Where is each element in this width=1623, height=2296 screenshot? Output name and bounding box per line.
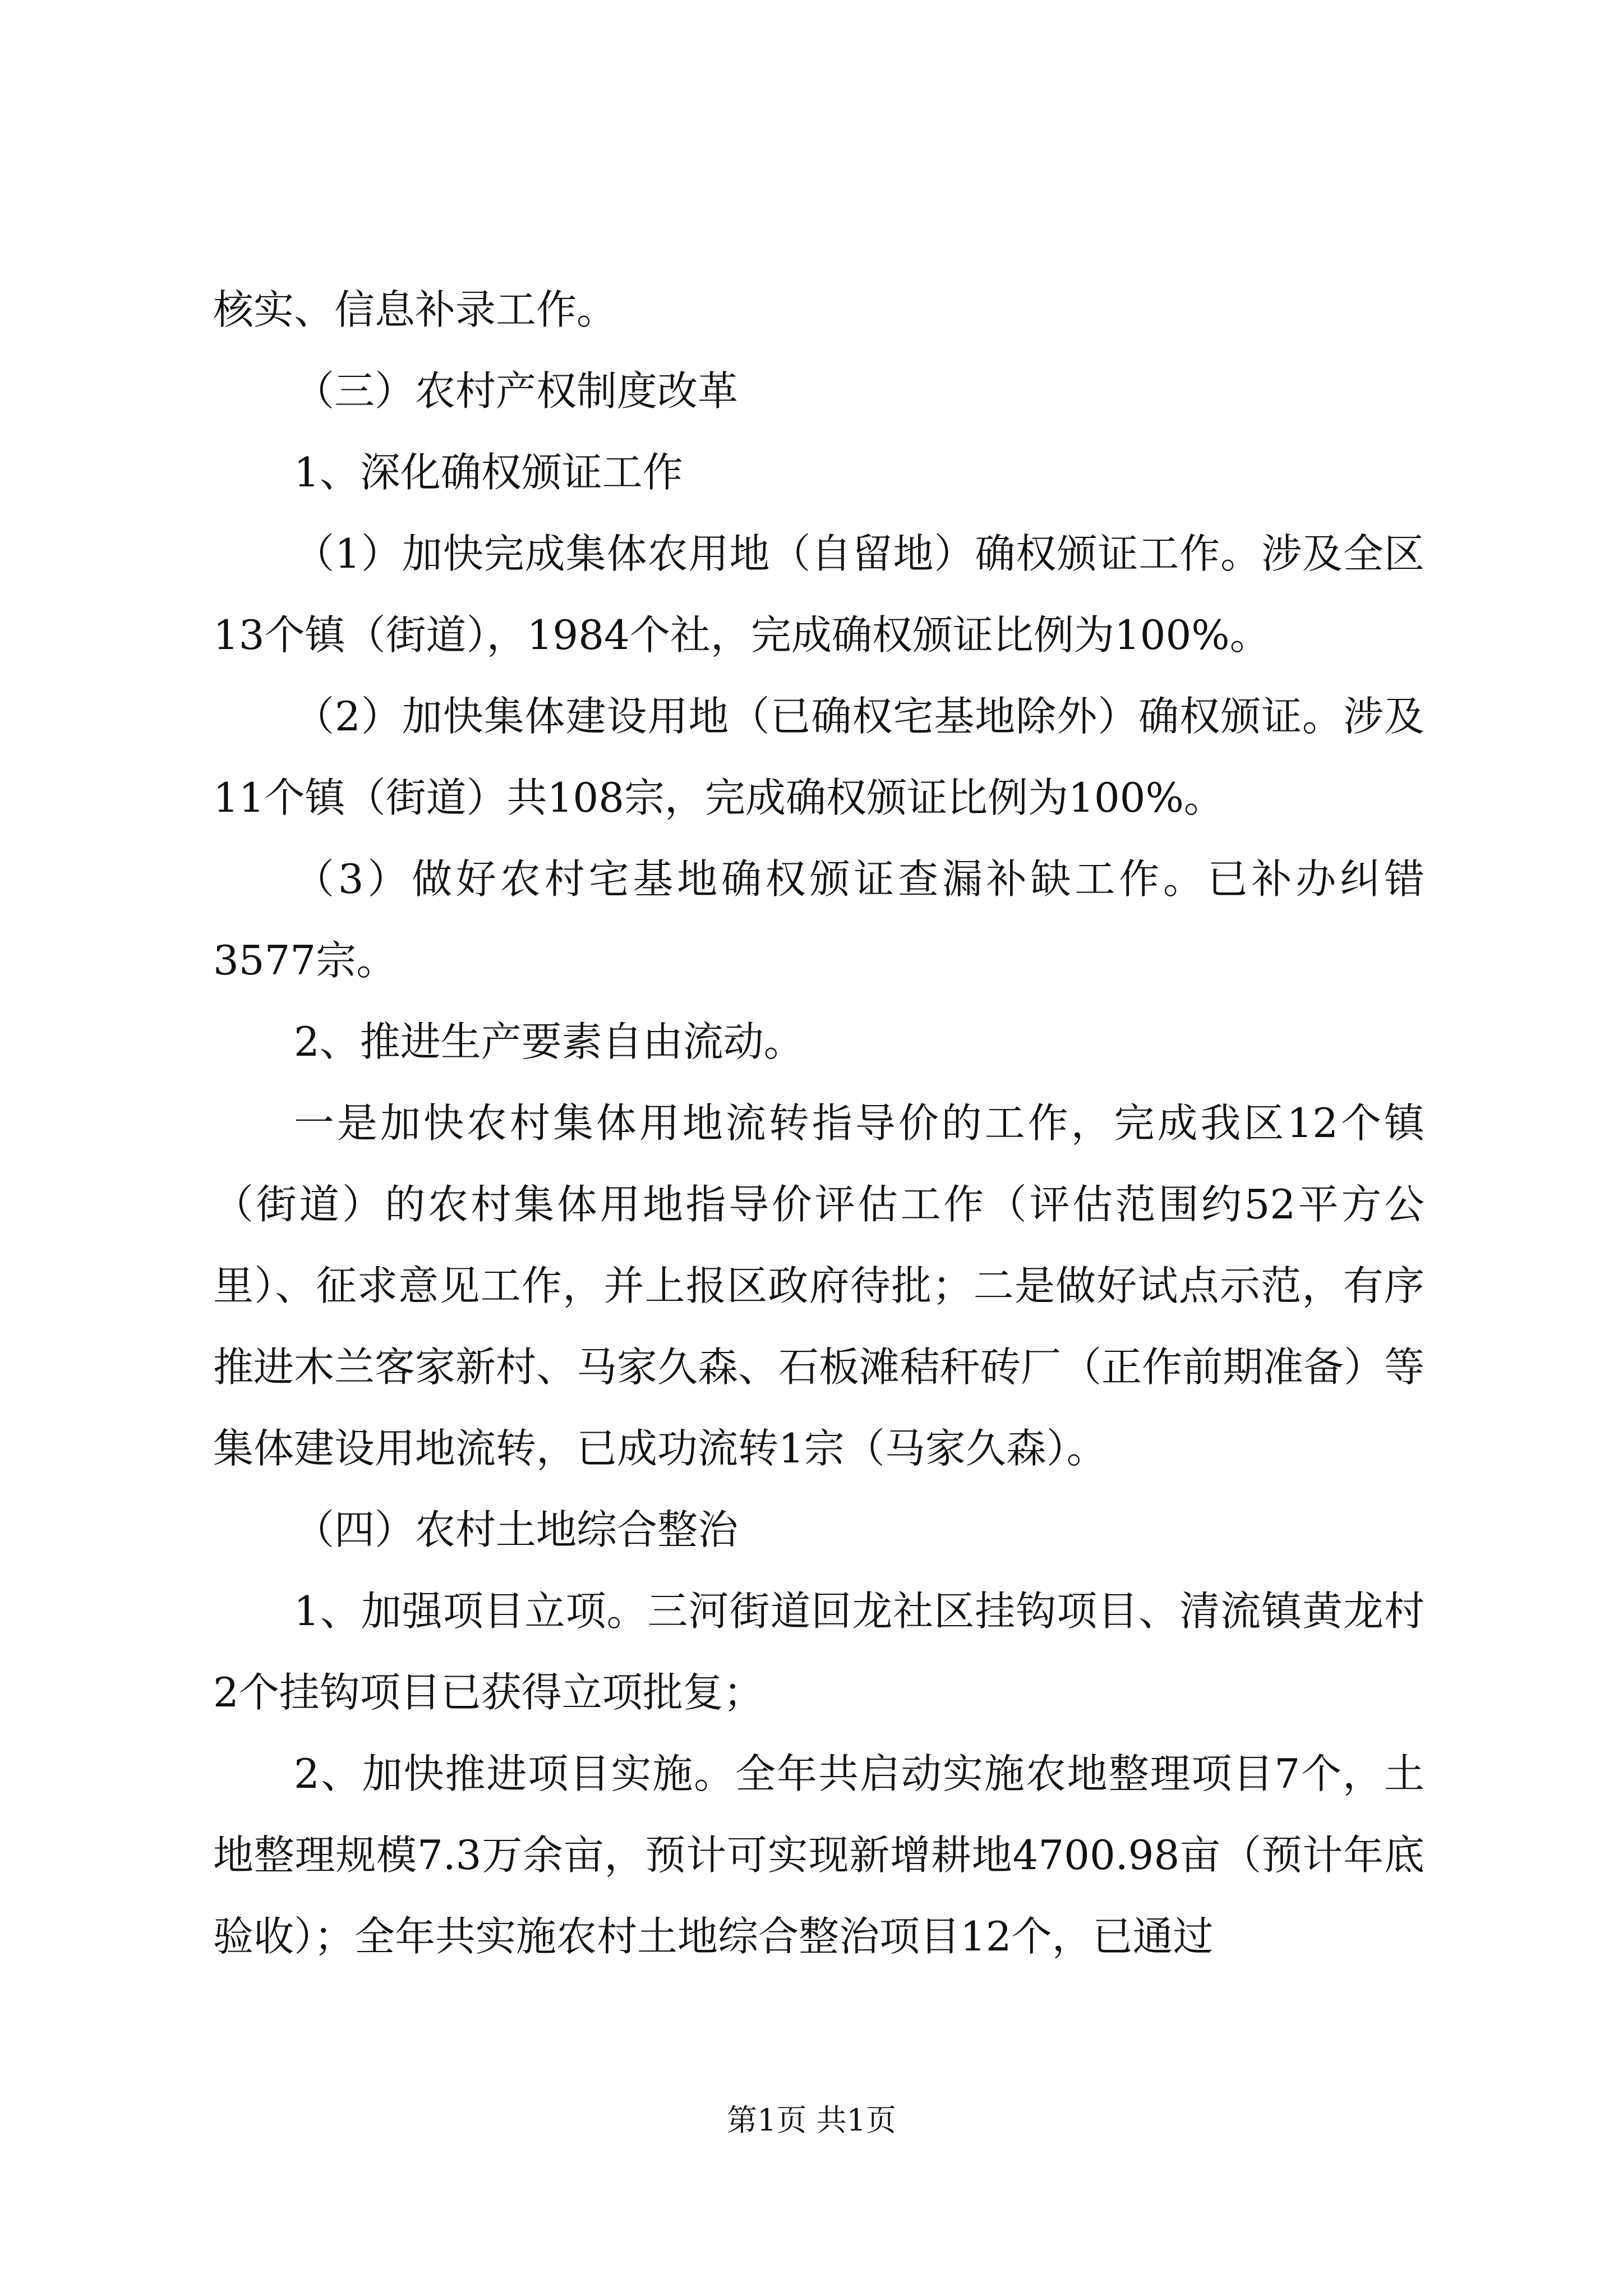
paragraph: 核实、信息补录工作。 [213,286,617,333]
section-heading: （三）农村产权制度改革 [294,367,739,415]
subsection-heading: 1、深化确权颁证工作 [294,449,683,496]
section-heading: （四）农村土地综合整治 [294,1506,739,1553]
subsection-heading: 2、推进生产要素自由流动。 [294,1018,804,1065]
paragraph: （2）加快集体建设用地（已确权宅基地除外）确权颁证。涉及11个镇（街道）共108宗，完成确权颁证比例为100%。 [213,693,1424,821]
paragraph: 2、加快推进项目实施。全年共启动实施农地整理项目7个，土地整理规模7.3万余亩，预计可实现新增耕地4700.98亩（预计年底验收）；全年共实施农村土地综合整治项目12个，已通过 [213,1750,1424,1960]
paragraph: 一是加快农村集体用地流转指导价的工作，完成我区12个镇（街道）的农村集体用地指导价评估工作（评估范围约52平方公里）、征求意见工作，并上报区政府待批；二是做好试点示范，有序推进木兰客家新村、马家久森、石板滩秸秆砖厂（正作前期准备）等集体建设用地流转，已成功流转1宗（马家久森）。 [213,1099,1425,1472]
page-footer: 第1页 共1页 [727,2102,896,2138]
paragraph: （1）加快完成集体农用地（自留地）确权颁证工作。涉及全区13个镇（街道），1984个社，完成确权颁证比例为100%。 [213,530,1424,659]
paragraph: （3）做好农村宅基地确权颁证查漏补缺工作。已补办纠错3577宗。 [213,855,1424,984]
document-body [213,269,1424,1977]
paragraph: 1、加强项目立项。三河街道回龙社区挂钩项目、清流镇黄龙村2个挂钩项目已获得立项批复； [213,1588,1424,1716]
